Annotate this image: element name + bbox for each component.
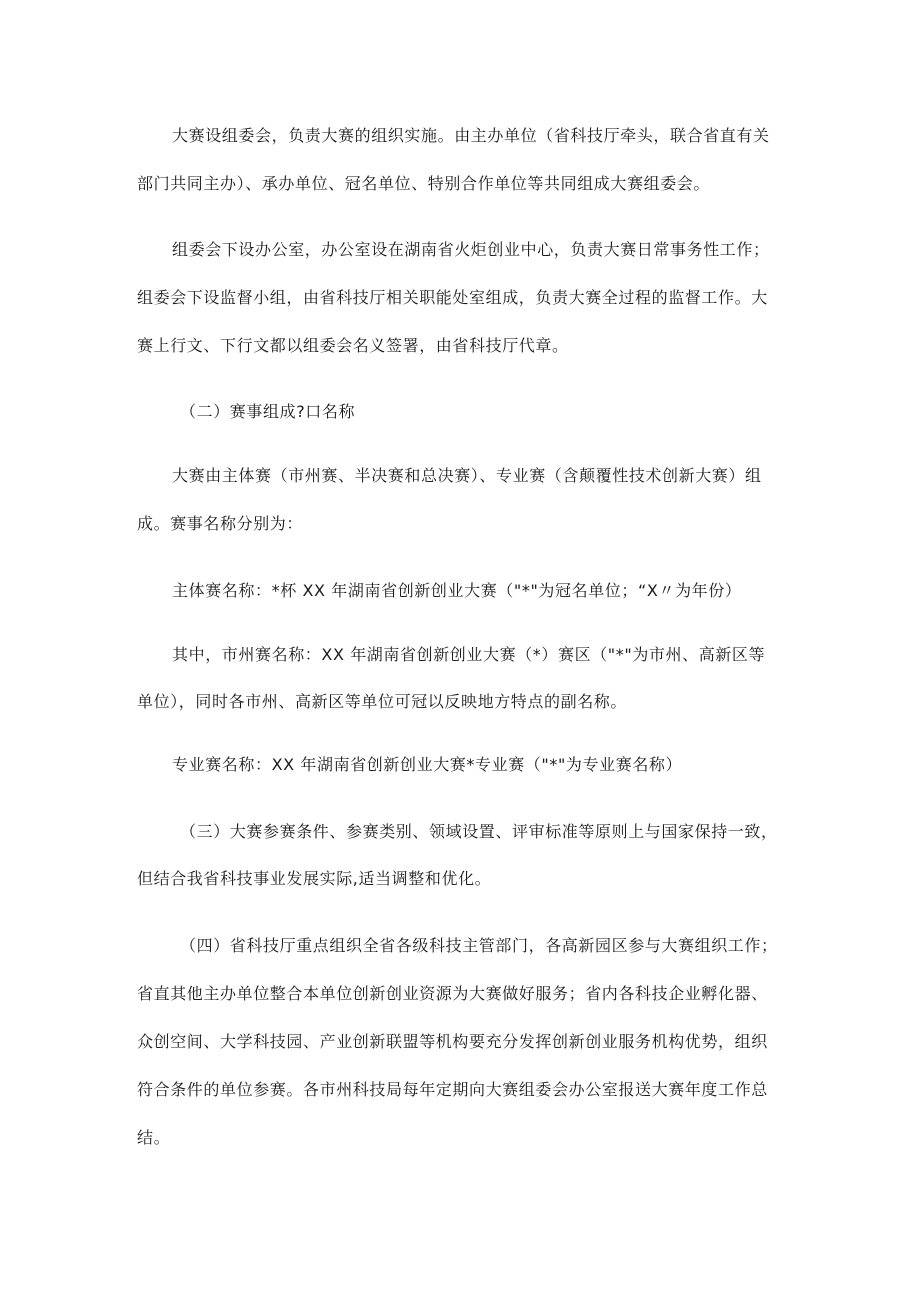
paragraph-organizing-committee-line-1: 大赛设组委会，负责大赛的组织实施。由主办单位（省科技厅牵头，联合省直有关 — [172, 126, 770, 145]
paragraph-organizing-committee-line-2: 部门共同主办）、承办单位、冠名单位、特别合作单位等共同组成大赛组委会。 — [137, 174, 711, 193]
section-4-line-2: 省直其他主办单位整合本单位创新创业资源为大赛做好服务；省内各科技企业孵化器、 — [137, 984, 768, 1003]
paragraph-city-competition-line-2: 单位），同时各市州、高新区等单位可冠以反映地方特点的副名称。 — [137, 692, 628, 711]
section-4-line-3: 众创空间、大学科技园、产业创新联盟等机构要充分发挥创新创业服务机构优势，组织 — [137, 1032, 768, 1051]
paragraph-office-line-2: 组委会下设监督小组，由省科技厅相关职能处室组成，负责大赛全过程的监督工作。大 — [137, 288, 768, 307]
paragraph-office-line-3: 赛上行文、下行文都以组委会名义签署，由省科技厅代章。 — [137, 336, 569, 355]
paragraph-office-line-1: 组委会下设办公室，办公室设在湖南省火炬创业中心，负责大赛日常事务性工作； — [172, 240, 770, 259]
section-2-heading: （二）赛事组成?口名称 — [180, 402, 356, 421]
section-3-line-2: 但结合我省科技事业发展实际,适当调整和优化。 — [137, 869, 492, 888]
section-4-line-1: （四）省科技厅重点组织全省各级科技主管部门，各高新园区参与大赛组织工作； — [180, 936, 778, 955]
paragraph-professional-competition-name: 专业赛名称：XX 年湖南省创新创业大赛*专业赛（"*"为专业赛名称） — [172, 755, 683, 774]
paragraph-composition-line-2: 成。赛事名称分别为： — [137, 514, 304, 533]
paragraph-composition-line-1: 大赛由主体赛（市州赛、半决赛和总决赛）、专业赛（含颠覆性技术创新大赛）组 — [172, 466, 762, 485]
section-4-line-4: 符合条件的单位参赛。各市州科技局每年定期向大赛组委会办公室报送大赛年度工作总 — [137, 1080, 768, 1099]
paragraph-main-competition-name: 主体赛名称：*杯 XX 年湖南省创新创业大赛（"*"为冠名单位；“X〃为年份） — [172, 581, 742, 600]
paragraph-city-competition-line-1: 其中，市州赛名称：XX 年湖南省创新创业大赛（*）赛区（"*"为市州、高新区等 — [172, 645, 766, 664]
section-4-line-5: 结。 — [137, 1128, 171, 1147]
section-3-line-1: （三）大赛参赛条件、参赛类别、领域设置、评审标准等原则上与国家保持一致， — [180, 822, 778, 841]
